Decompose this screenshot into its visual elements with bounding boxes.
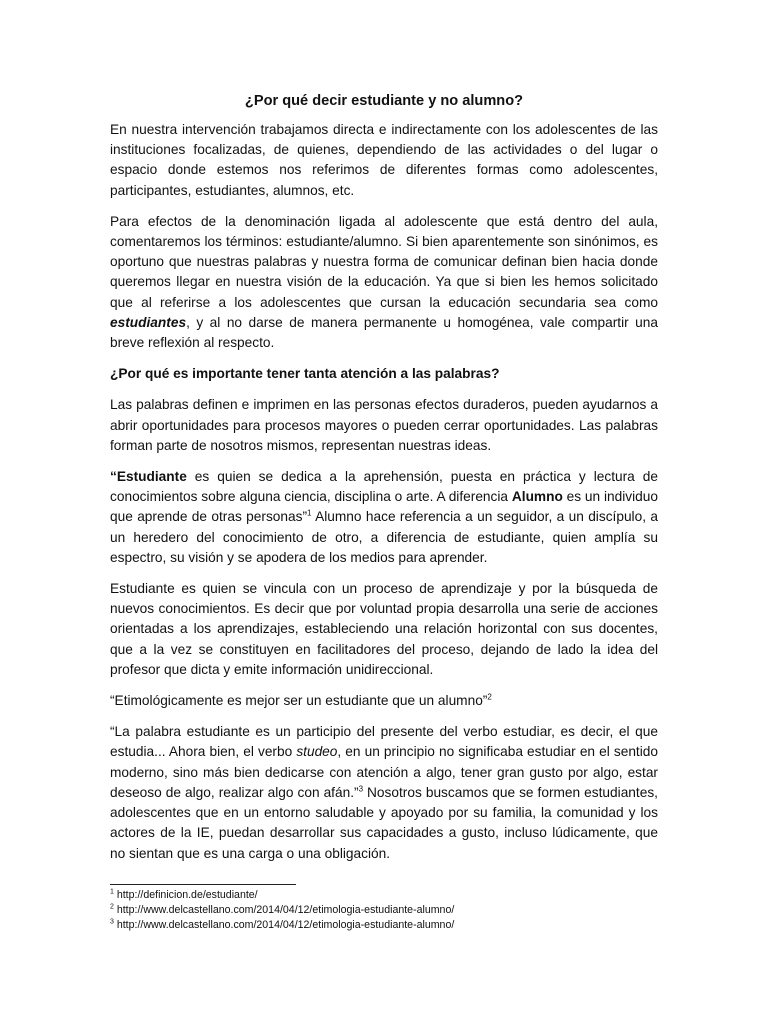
footnote-number: 2 bbox=[110, 903, 114, 911]
paragraph-text: “La palabra estudiante es un participio del presente del verbo estudiar, es decir, el que estudia... Ahora bien, el verbo bbox=[110, 724, 658, 760]
footnote-3 bbox=[110, 918, 658, 933]
footnote-number: 3 bbox=[110, 918, 114, 926]
paragraph-terms bbox=[110, 212, 658, 353]
paragraph-student: Estudiante es quien se vincula con un proceso de aprendizaje y por la búsqueda de nuevos conocimientos. Es decir que por voluntad propia desarrolla una serie de acciones orientadas a los aprendizajes, estableciendo una relación horizontal con sus docentes, que a la vez se constituyen en facilitadores del proceso, dejando de lado la idea del profesor que dicta y emite información unidireccional. bbox=[110, 581, 658, 677]
paragraph-etymology-quote bbox=[110, 691, 658, 711]
footnote-1 bbox=[110, 888, 658, 903]
footnotes bbox=[110, 884, 658, 932]
paragraph-text: , y al no darse de manera permanente u homogénea, vale compartir una breve reflexión al respecto. bbox=[110, 314, 658, 351]
footnote-link: http://definicion.de/estudiante/ bbox=[113, 889, 258, 901]
footnote-number: 1 bbox=[110, 888, 114, 896]
footnote-ref-2: 2 bbox=[487, 692, 492, 702]
italic-term: studeo bbox=[296, 744, 338, 760]
footnote-2 bbox=[110, 903, 658, 918]
footnote-ref-3: 3 bbox=[358, 784, 364, 794]
paragraph-etymology bbox=[110, 722, 658, 863]
paragraph-text: Nosotros buscamos que se formen estudiantes, adolescentes que en un entorno saludable y apoyado por su familia, la comunidad y los actores de la IE, puedan desarrollar sus capacidades a gusto, incluso lúdicamente, que no sientan que es una carga o una obligación. bbox=[110, 784, 658, 861]
paragraph-text: es quien se dedica a la aprehensión, puesta en práctica y lectura de conocimientos sobre alguna ciencia, disciplina o arte. A diferencia bbox=[110, 469, 658, 505]
emphasis-text: estudiantes bbox=[110, 314, 187, 330]
paragraph-text: , en un principio no significaba estudiar en el sentido moderno, sino más bien dedicarse con atención a algo, tener gran gusto por algo, estar deseoso de algo, realizar algo con afán.” bbox=[110, 744, 659, 800]
footnote-ref-1: 1 bbox=[307, 508, 312, 518]
paragraph-words: Las palabras definen e imprimen en las personas efectos duraderos, pueden ayudarnos a abrir oportunidades para procesos mayores o pueden cerrar oportunidades. Las palabras forman parte de nosotros mismos, representan nuestras ideas. bbox=[110, 397, 658, 453]
bold-term-estudiante: “Estudiante bbox=[110, 469, 187, 485]
paragraph-intro: En nuestra intervención trabajamos directa e indirectamente con los adolescentes de las instituciones focalizadas, de quienes, dependiendo de las actividades o del lugar o espacio donde estemos nos referimos de diferentes formas como adolescentes, participantes, estudiantes, alumnos, etc. bbox=[110, 122, 658, 198]
bold-term-alumno: Alumno bbox=[511, 489, 563, 505]
paragraph-definition bbox=[110, 467, 658, 568]
footnote-link: http://www.delcastellano.com/2014/04/12/etimologia-estudiante-alumno/ bbox=[113, 918, 455, 931]
section-heading: ¿Por qué es importante tener tanta atención a las palabras? bbox=[110, 366, 500, 382]
paragraph-text: “Etimológicamente es mejor ser un estudiante que un alumno” bbox=[110, 693, 488, 709]
document-body bbox=[110, 92, 658, 875]
paragraph-text: Alumno hace referencia a un seguidor, a un discípulo, a un heredero del conocimiento de otro, a diferencia de estudiante, quien amplía su espectro, su visión y se apodera de los medios para aprender. bbox=[110, 509, 658, 565]
paragraph-text: Para efectos de la denominación ligada al adolescente que está dentro del aula, comentaremos los términos: estudiante/alumno. Si bien aparentemente son sinónimos, es oportuno que nuestras palabras y nuestra forma de comunicar definan bien hacia donde queremos llegar en nuestra visión de la educación. Ya que si bien les hemos solicitado que al referirse a los adolescentes que cursan la educación secundaria sea como bbox=[110, 213, 658, 310]
footnote-divider bbox=[110, 884, 296, 885]
page-title: ¿Por qué decir estudiante y no alumno? bbox=[244, 93, 524, 109]
paragraph-text: es un individuo que aprende de otras personas” bbox=[110, 489, 658, 525]
footnote-link: http://www.delcastellano.com/2014/04/12/etimologia-estudiante-alumno/ bbox=[113, 903, 455, 916]
